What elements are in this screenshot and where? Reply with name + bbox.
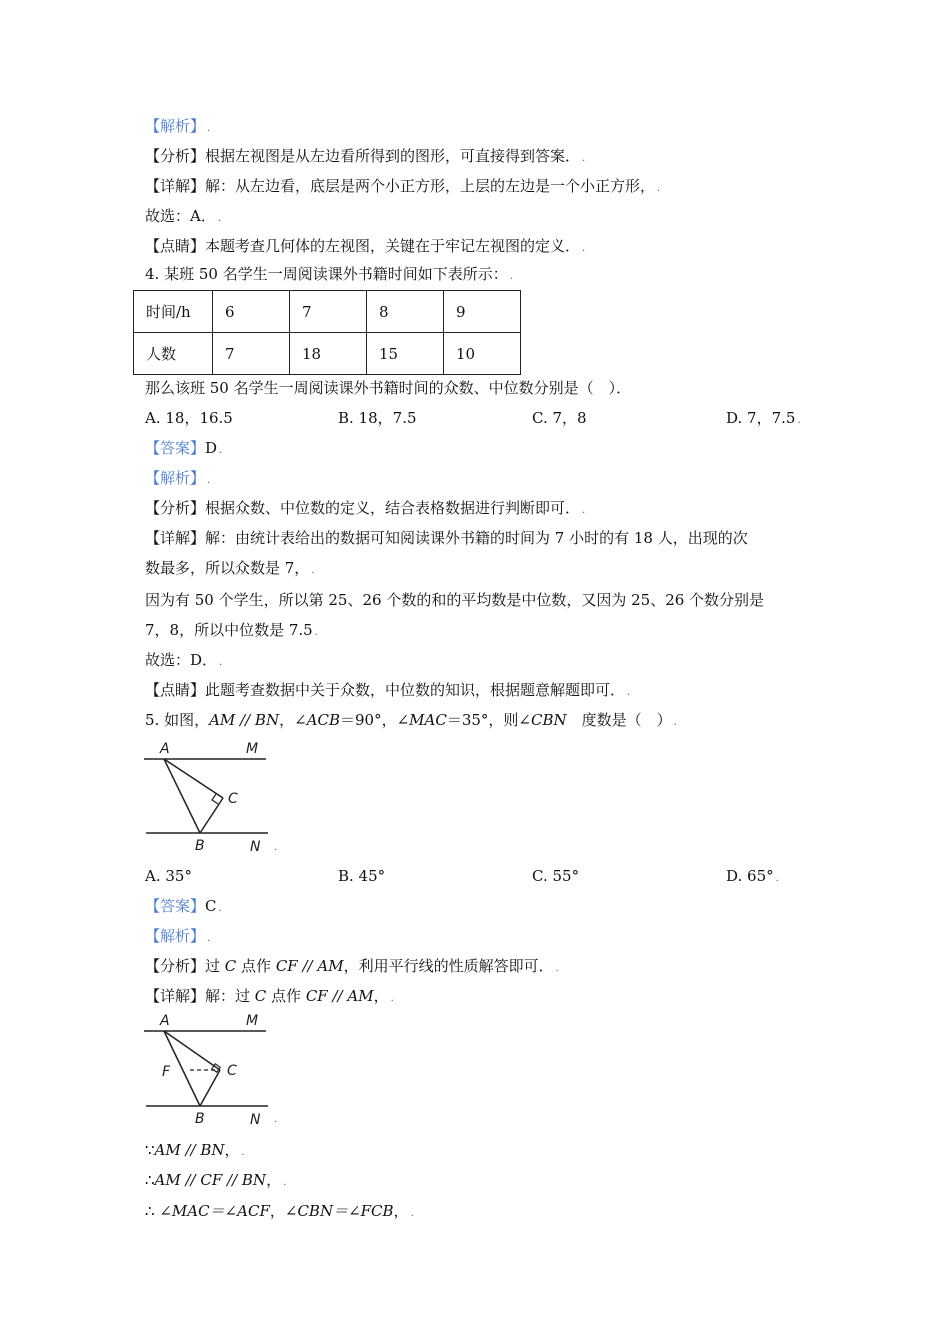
table-cell: 7 (213, 333, 290, 375)
segment-cb (200, 798, 223, 833)
table-cell: 18 (290, 333, 367, 375)
label-n: N (250, 839, 261, 855)
q5-step-1: ∵AM // BN， . (145, 1141, 245, 1159)
because-symbol: ∵ (145, 1141, 155, 1159)
jiexi-tag: 【解析】 (145, 469, 206, 487)
q3-dianjing-line: 【点睛】本题考查几何体的左视图，关键在于牢记左视图的定义． . (145, 237, 586, 255)
q4-option-d: D. 7，7.5 . (726, 409, 801, 427)
table-cell: 9 (444, 291, 521, 333)
xiangjie-text: 点作 (266, 987, 306, 1005)
therefore-symbol: ∴ (145, 1202, 155, 1220)
q4-option-a (145, 408, 233, 428)
fenxi-tag: 【分析】 (145, 499, 206, 517)
option-text: D. 65° (726, 867, 774, 885)
table-cell: 7 (290, 291, 367, 333)
q4-option-c (532, 408, 587, 428)
stem-text: ＝90°，∠ (340, 711, 410, 729)
table-row (134, 291, 521, 333)
stem-text: 5. 如图， (145, 711, 210, 729)
step-text: ， (269, 1202, 285, 1220)
guxuan-text: 故选：D． (145, 651, 218, 669)
dianjing-tag: 【点睛】 (145, 681, 206, 699)
stem-text: 度数是（ ） (566, 711, 672, 729)
table-cell: 时间/h (134, 291, 213, 333)
xiangjie-text: 解：过 (205, 987, 255, 1005)
q5-step-3: ∴ ∠MAC＝∠ACF，∠CBN＝∠FCB， . (145, 1202, 414, 1220)
xiangjie-tag: 【详解】 (145, 177, 206, 195)
option-text: A. 18，16.5 (145, 409, 233, 427)
parallel-lines-figure (140, 738, 280, 858)
segment-ac (164, 1031, 220, 1070)
label-b: B (195, 1111, 205, 1127)
guxuan-text: 故选：A． (145, 207, 216, 225)
parallel-lines-auxiliary-figure (140, 1010, 280, 1130)
answer-value: D (205, 439, 218, 457)
table-row (134, 333, 521, 375)
stem-math: AM // BN (209, 711, 280, 729)
q5-option-b (338, 866, 385, 886)
q4-option-b (338, 408, 417, 428)
answer-tag: 【答案】 (145, 439, 206, 457)
option-text: D. 7，7.5 (726, 409, 796, 427)
table-cell: 15 (367, 333, 444, 375)
q4-xiangjie-line-4: 7，8，所以中位数是 7.5 . (145, 621, 318, 639)
q4-fenxi-line: 【分析】根据众数、中位数的定义，结合表格数据进行判断即可． . (145, 499, 586, 517)
q5-option-c (532, 866, 579, 886)
answer-tag: 【答案】 (145, 897, 206, 915)
xiangjie-math: CF // AM (305, 987, 374, 1005)
label-a: A (160, 741, 170, 757)
q4-question-text: 那么该班 50 名学生一周阅读课外书籍时间的众数、中位数分别是（ ）． (145, 379, 632, 397)
option-text: A. 35° (145, 867, 192, 885)
label-f: F (162, 1064, 171, 1080)
option-text: C. 55° (532, 867, 580, 885)
q3-guxuan-line: 故选：A． . (145, 207, 222, 225)
q5-fenxi-line: 【分析】过 C 点作 CF // AM，利用平行线的性质解答即可． . (145, 957, 559, 975)
label-n: N (250, 1112, 261, 1128)
q3-xiangjie-line: 【详解】解：从左边看，底层是两个小正方形，上层的左边是一个小正方形， . (145, 177, 661, 195)
xiangjie-text: 解：由统计表给出的数据可知阅读课外书籍的时间为 7 小时的有 18 人，出现的次 (205, 529, 748, 547)
segment-cb (200, 1070, 220, 1106)
table-cell: 8 (367, 291, 444, 333)
xiangjie-tag: 【详解】 (145, 987, 206, 1005)
q4-xiangjie-line-1 (145, 528, 748, 548)
option-text: B. 18，7.5 (338, 409, 417, 427)
label-b: B (195, 838, 205, 854)
reading-time-table (133, 290, 521, 375)
fenxi-tag: 【分析】 (145, 957, 206, 975)
fenxi-math: CF // AM (275, 957, 344, 975)
step-math: AM // BN (154, 1141, 225, 1159)
dianjing-tag: 【点睛】 (145, 237, 206, 255)
q5-jiexi-line: 【解析】 . (145, 927, 211, 945)
right-angle-mark (212, 794, 218, 804)
fenxi-text: 过 (205, 957, 225, 975)
label-m: M (246, 1013, 259, 1029)
stem-math: ACB (306, 711, 340, 729)
q4-question (145, 378, 631, 398)
therefore-symbol: ∴ (145, 1171, 155, 1189)
xiangjie-text: ， (373, 987, 389, 1005)
fenxi-text: 根据左视图是从左边看所得到的图形，可直接得到答案． (205, 147, 581, 165)
answer-value: C (205, 897, 217, 915)
q4-guxuan-line: 故选：D． . (145, 651, 223, 669)
q3-jiexi-line: 【解析】 . (145, 117, 211, 135)
label-c: C (227, 1063, 237, 1079)
q4-dianjing-line: 【点睛】此题考查数据中关于众数，中位数的知识，根据题意解题即可． . (145, 681, 631, 699)
label-m: M (246, 741, 259, 757)
q4-stem-text: 4. 某班 50 名学生一周阅读课外书籍时间如下表所示： (145, 265, 508, 283)
q4-xiangjie-line-3 (145, 590, 764, 610)
table-cell: 10 (444, 333, 521, 375)
q5-step-2: ∴AM // CF // BN， . (145, 1171, 287, 1189)
xiangjie-text: 数最多，所以众数是 7， (145, 559, 310, 577)
q5-option-a (145, 866, 192, 886)
fenxi-text: 点作 (236, 957, 276, 975)
label-a: A (160, 1013, 170, 1029)
jiexi-tag: 【解析】 (145, 927, 206, 945)
xiangjie-math: C (254, 987, 267, 1005)
step-math: ∠CBN＝∠FCB (284, 1202, 394, 1220)
fenxi-math: C (224, 957, 237, 975)
q5-answer-line: 【答案】C . (145, 897, 222, 915)
option-text: B. 45° (338, 867, 386, 885)
option-text: C. 7，8 (532, 409, 587, 427)
xiangjie-text: 7，8，所以中位数是 7.5 (145, 621, 313, 639)
step-math: AM // CF // BN (154, 1171, 267, 1189)
xiangjie-text: 解：从左边看，底层是两个小正方形，上层的左边是一个小正方形， (205, 177, 656, 195)
dianjing-text: 本题考查几何体的左视图，关键在于牢记左视图的定义． (205, 237, 581, 255)
fenxi-tag: 【分析】 (145, 147, 206, 165)
stem-math: MAC (409, 711, 447, 729)
q4-jiexi-line: 【解析】 . (145, 469, 211, 487)
stem-math: CBN (530, 711, 567, 729)
jiexi-tag: 【解析】 (145, 117, 206, 135)
q4-xiangjie-line-2: 数最多，所以众数是 7， . (145, 559, 315, 577)
table-cell: 6 (213, 291, 290, 333)
q3-fenxi-line: 【分析】根据左视图是从左边看所得到的图形，可直接得到答案． . (145, 147, 586, 165)
q4-answer-line: 【答案】D . (145, 439, 223, 457)
xiangjie-text: 因为有 50 个学生，所以第 25、26 个数的和的平均数是中位数，又因为 25、26 个数分别是 (145, 591, 765, 609)
q4-stem: 4. 某班 50 名学生一周阅读课外书籍时间如下表所示： . (145, 265, 513, 283)
table-cell: 人数 (134, 333, 213, 375)
dianjing-text: 此题考查数据中关于众数，中位数的知识，根据题意解题即可． (205, 681, 626, 699)
step-math: ∠MAC＝∠ACF (159, 1202, 270, 1220)
q5-option-d: D. 65° . (726, 867, 779, 885)
fenxi-text: 根据众数、中位数的定义，结合表格数据进行判断即可． (205, 499, 581, 517)
fenxi-text: ，利用平行线的性质解答即可． (343, 957, 554, 975)
step-text: ， (393, 1202, 409, 1220)
q5-stem: 5. 如图，AM // BN，∠ACB＝90°，∠MAC＝35°，则∠CBN 度数是（ ） . (145, 711, 677, 729)
stem-text: ，∠ (279, 711, 307, 729)
label-c: C (228, 791, 238, 807)
stem-text: ＝35°，则∠ (446, 711, 531, 729)
xiangjie-tag: 【详解】 (145, 529, 206, 547)
q5-xiangjie-line: 【详解】解：过 C 点作 CF // AM， . (145, 987, 394, 1005)
